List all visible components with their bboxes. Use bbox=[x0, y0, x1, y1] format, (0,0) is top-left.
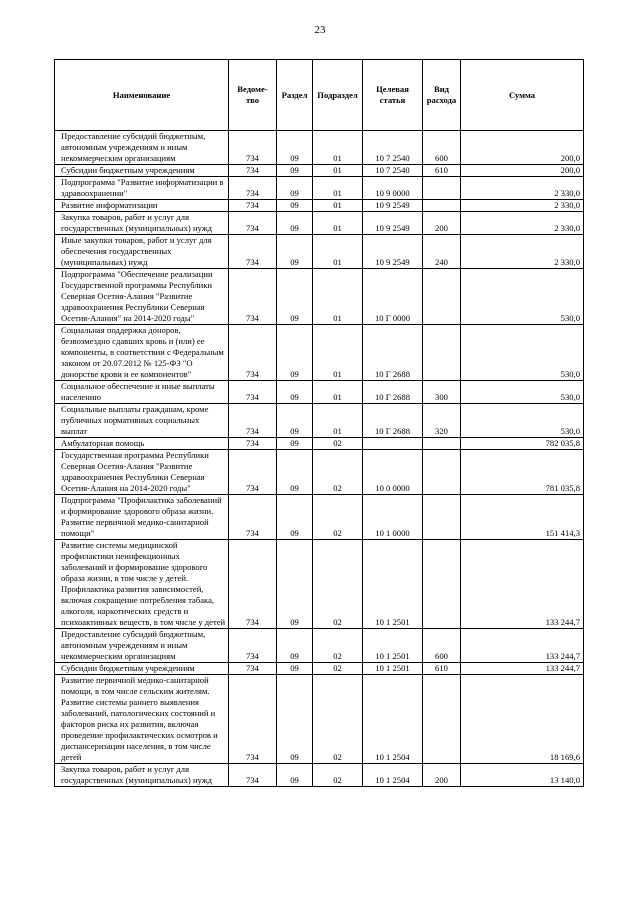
row-celevaya-cell: 10 0 0000 bbox=[363, 450, 423, 495]
row-summa-cell: 530,0 bbox=[461, 381, 584, 404]
row-name-cell: Социальная поддержка доноров, безвозмездно сдавших кровь и (или) ее компоненты, в соответствии с Федеральным законом от 20.07.2012 № 125-ФЗ "О донорстве крови и ее компонентов" bbox=[55, 325, 229, 381]
row-summa-cell: 200,0 bbox=[461, 131, 584, 165]
row-celevaya-cell bbox=[363, 438, 423, 450]
row-celevaya-cell: 10 7 2540 bbox=[363, 165, 423, 177]
row-celevaya-cell: 10 9 2549 bbox=[363, 212, 423, 235]
row-vid-cell: 200 bbox=[423, 764, 461, 787]
table-row bbox=[55, 495, 584, 540]
row-vedomstvo-cell: 734 bbox=[229, 177, 277, 200]
row-vid-cell bbox=[423, 675, 461, 764]
row-name-cell: Подпрограмма "Обеспечение реализации Государственной программы Республики Северная Осетия-Алания "Развитие здравоохранения Республики Северная Осетия-Алания" на 2014-2020 годы" bbox=[55, 269, 229, 325]
row-razdel-cell: 09 bbox=[277, 663, 313, 675]
row-vedomstvo-cell: 734 bbox=[229, 235, 277, 269]
row-vedomstvo-cell: 734 bbox=[229, 200, 277, 212]
row-name-cell: Подпрограмма "Развитие информатизации в здравоохранении" bbox=[55, 177, 229, 200]
row-name-cell: Социальное обеспечение и иные выплаты населению bbox=[55, 381, 229, 404]
header-razdel: Раздел bbox=[277, 60, 313, 131]
table-row bbox=[55, 235, 584, 269]
row-razdel-cell: 09 bbox=[277, 764, 313, 787]
table-row bbox=[55, 177, 584, 200]
row-name-cell: Амбулаторная помощь bbox=[55, 438, 229, 450]
table-row bbox=[55, 325, 584, 381]
row-razdel-cell: 09 bbox=[277, 269, 313, 325]
row-vedomstvo-cell: 734 bbox=[229, 212, 277, 235]
table-row bbox=[55, 200, 584, 212]
row-celevaya-cell: 10 1 2501 bbox=[363, 540, 423, 629]
row-summa-cell: 781 035,8 bbox=[461, 450, 584, 495]
row-summa-cell: 133 244,7 bbox=[461, 540, 584, 629]
row-vedomstvo-cell: 734 bbox=[229, 495, 277, 540]
row-podrazdel-cell: 01 bbox=[313, 404, 363, 438]
row-razdel-cell: 09 bbox=[277, 212, 313, 235]
row-vid-cell bbox=[423, 495, 461, 540]
header-podrazdel: Подраздел bbox=[313, 60, 363, 131]
table-header-row bbox=[55, 60, 584, 131]
row-name-cell: Предоставление субсидий бюджетным, автономным учреждениям и иным некоммерческим организациям bbox=[55, 131, 229, 165]
row-vedomstvo-cell: 734 bbox=[229, 540, 277, 629]
row-vid-cell: 300 bbox=[423, 381, 461, 404]
row-summa-cell: 530,0 bbox=[461, 325, 584, 381]
row-vid-cell bbox=[423, 200, 461, 212]
row-vedomstvo-cell: 734 bbox=[229, 675, 277, 764]
row-podrazdel-cell: 02 bbox=[313, 764, 363, 787]
row-celevaya-cell: 10 Г 2688 bbox=[363, 325, 423, 381]
table-body bbox=[55, 131, 584, 787]
budget-table bbox=[54, 59, 584, 787]
row-vedomstvo-cell: 734 bbox=[229, 165, 277, 177]
row-razdel-cell: 09 bbox=[277, 177, 313, 200]
table-row bbox=[55, 675, 584, 764]
row-vid-cell: 610 bbox=[423, 663, 461, 675]
header-name: Наименование bbox=[55, 60, 229, 131]
row-summa-cell: 2 330,0 bbox=[461, 200, 584, 212]
row-celevaya-cell: 10 Г 2688 bbox=[363, 381, 423, 404]
row-vid-cell bbox=[423, 438, 461, 450]
table-row bbox=[55, 269, 584, 325]
row-vedomstvo-cell: 734 bbox=[229, 663, 277, 675]
table-row bbox=[55, 212, 584, 235]
row-celevaya-cell: 10 9 2549 bbox=[363, 200, 423, 212]
row-vid-cell: 240 bbox=[423, 235, 461, 269]
row-celevaya-cell: 10 1 0000 bbox=[363, 495, 423, 540]
row-vid-cell: 600 bbox=[423, 131, 461, 165]
row-razdel-cell: 09 bbox=[277, 235, 313, 269]
row-vedomstvo-cell: 734 bbox=[229, 269, 277, 325]
row-razdel-cell: 09 bbox=[277, 404, 313, 438]
row-celevaya-cell: 10 1 2504 bbox=[363, 675, 423, 764]
row-vid-cell: 200 bbox=[423, 212, 461, 235]
row-podrazdel-cell: 02 bbox=[313, 663, 363, 675]
row-celevaya-cell: 10 7 2540 bbox=[363, 131, 423, 165]
row-vedomstvo-cell: 734 bbox=[229, 325, 277, 381]
table-row bbox=[55, 404, 584, 438]
row-podrazdel-cell: 01 bbox=[313, 177, 363, 200]
table-row bbox=[55, 165, 584, 177]
row-podrazdel-cell: 01 bbox=[313, 131, 363, 165]
row-vid-cell bbox=[423, 450, 461, 495]
row-podrazdel-cell: 02 bbox=[313, 495, 363, 540]
row-podrazdel-cell: 02 bbox=[313, 675, 363, 764]
table-row bbox=[55, 663, 584, 675]
row-podrazdel-cell: 01 bbox=[313, 212, 363, 235]
row-name-cell: Государственная программа Республики Северная Осетия-Алания "Развитие здравоохранения Республики Северная Осетия-Алания на 2014-2020 годы" bbox=[55, 450, 229, 495]
table-row bbox=[55, 381, 584, 404]
row-vid-cell bbox=[423, 269, 461, 325]
table-row bbox=[55, 450, 584, 495]
row-podrazdel-cell: 01 bbox=[313, 381, 363, 404]
row-razdel-cell: 09 bbox=[277, 629, 313, 663]
row-name-cell: Развитие информатизации bbox=[55, 200, 229, 212]
page-number: 23 bbox=[314, 24, 326, 36]
row-summa-cell: 2 330,0 bbox=[461, 212, 584, 235]
row-razdel-cell: 09 bbox=[277, 131, 313, 165]
row-vid-cell: 320 bbox=[423, 404, 461, 438]
header-celevaya-statya: Целевая статья bbox=[363, 60, 423, 131]
row-celevaya-cell: 10 Г 0000 bbox=[363, 269, 423, 325]
row-summa-cell: 200,0 bbox=[461, 165, 584, 177]
row-celevaya-cell: 10 Г 2688 bbox=[363, 404, 423, 438]
row-vedomstvo-cell: 734 bbox=[229, 404, 277, 438]
row-summa-cell: 530,0 bbox=[461, 404, 584, 438]
row-razdel-cell: 09 bbox=[277, 438, 313, 450]
row-name-cell: Развитие первичной медико-санитарной помощи, в том числе сельским жителям. Развитие системы раннего выявления заболеваний, патологических состояний и факторов риска их развития, включая проведение профилактических осмотров и диспансеризации населения, в том числе детей bbox=[55, 675, 229, 764]
row-podrazdel-cell: 02 bbox=[313, 450, 363, 495]
row-name-cell: Закупка товаров, работ и услуг для государственных (муниципальных) нужд bbox=[55, 764, 229, 787]
header-vedomstvo: Ведоме-тво bbox=[229, 60, 277, 131]
row-celevaya-cell: 10 1 2501 bbox=[363, 663, 423, 675]
table-row bbox=[55, 629, 584, 663]
table-row bbox=[55, 131, 584, 165]
row-name-cell: Иные закупки товаров, работ и услуг для обеспечения государственных (муниципальных) нужд bbox=[55, 235, 229, 269]
row-vid-cell bbox=[423, 177, 461, 200]
row-podrazdel-cell: 02 bbox=[313, 629, 363, 663]
row-name-cell: Социальные выплаты гражданам, кроме публичных нормативных социальных выплат bbox=[55, 404, 229, 438]
row-vid-cell bbox=[423, 540, 461, 629]
row-podrazdel-cell: 01 bbox=[313, 235, 363, 269]
row-razdel-cell: 09 bbox=[277, 381, 313, 404]
row-celevaya-cell: 10 1 2501 bbox=[363, 629, 423, 663]
row-vid-cell bbox=[423, 325, 461, 381]
row-name-cell: Субсидии бюджетным учреждениям bbox=[55, 165, 229, 177]
row-name-cell: Субсидии бюджетным учреждениям bbox=[55, 663, 229, 675]
row-podrazdel-cell: 01 bbox=[313, 200, 363, 212]
row-vedomstvo-cell: 734 bbox=[229, 438, 277, 450]
row-celevaya-cell: 10 9 2549 bbox=[363, 235, 423, 269]
row-summa-cell: 782 035,8 bbox=[461, 438, 584, 450]
row-vedomstvo-cell: 734 bbox=[229, 381, 277, 404]
row-name-cell: Подпрограмма "Профилактика заболеваний и формирование здорового образа жизни. Развитие первичной медико-санитарной помощи" bbox=[55, 495, 229, 540]
row-vedomstvo-cell: 734 bbox=[229, 450, 277, 495]
row-summa-cell: 530,0 bbox=[461, 269, 584, 325]
row-vid-cell: 600 bbox=[423, 629, 461, 663]
row-razdel-cell: 09 bbox=[277, 495, 313, 540]
row-vedomstvo-cell: 734 bbox=[229, 629, 277, 663]
header-summa: Сумма bbox=[461, 60, 584, 131]
row-name-cell: Закупка товаров, работ и услуг для государственных (муниципальных) нужд bbox=[55, 212, 229, 235]
row-razdel-cell: 09 bbox=[277, 450, 313, 495]
table-row bbox=[55, 540, 584, 629]
row-summa-cell: 18 169,6 bbox=[461, 675, 584, 764]
row-podrazdel-cell: 02 bbox=[313, 438, 363, 450]
row-summa-cell: 2 330,0 bbox=[461, 177, 584, 200]
row-summa-cell: 151 414,3 bbox=[461, 495, 584, 540]
header-vid-raskhoda: Вид расхода bbox=[423, 60, 461, 131]
row-celevaya-cell: 10 9 0000 bbox=[363, 177, 423, 200]
row-razdel-cell: 09 bbox=[277, 165, 313, 177]
row-razdel-cell: 09 bbox=[277, 675, 313, 764]
row-podrazdel-cell: 02 bbox=[313, 540, 363, 629]
row-vedomstvo-cell: 734 bbox=[229, 764, 277, 787]
row-name-cell: Предоставление субсидий бюджетным, автономным учреждениям и иным некоммерческим организациям bbox=[55, 629, 229, 663]
row-podrazdel-cell: 01 bbox=[313, 165, 363, 177]
row-vedomstvo-cell: 734 bbox=[229, 131, 277, 165]
row-razdel-cell: 09 bbox=[277, 540, 313, 629]
table-row bbox=[55, 764, 584, 787]
row-podrazdel-cell: 01 bbox=[313, 325, 363, 381]
row-name-cell: Развитие системы медицинской профилактики неинфекционных заболеваний и формирование здорового образа жизни, в том числе у детей. Профилактика развития зависимостей, включая сокращение потребления табака, алкоголя, наркотических средств и психоактивных веществ, в том числе у детей bbox=[55, 540, 229, 629]
row-celevaya-cell: 10 1 2504 bbox=[363, 764, 423, 787]
row-summa-cell: 2 330,0 bbox=[461, 235, 584, 269]
row-podrazdel-cell: 01 bbox=[313, 269, 363, 325]
table-row bbox=[55, 438, 584, 450]
row-vid-cell: 610 bbox=[423, 165, 461, 177]
row-razdel-cell: 09 bbox=[277, 200, 313, 212]
row-summa-cell: 13 140,0 bbox=[461, 764, 584, 787]
row-summa-cell: 133 244,7 bbox=[461, 629, 584, 663]
row-razdel-cell: 09 bbox=[277, 325, 313, 381]
row-summa-cell: 133 244,7 bbox=[461, 663, 584, 675]
